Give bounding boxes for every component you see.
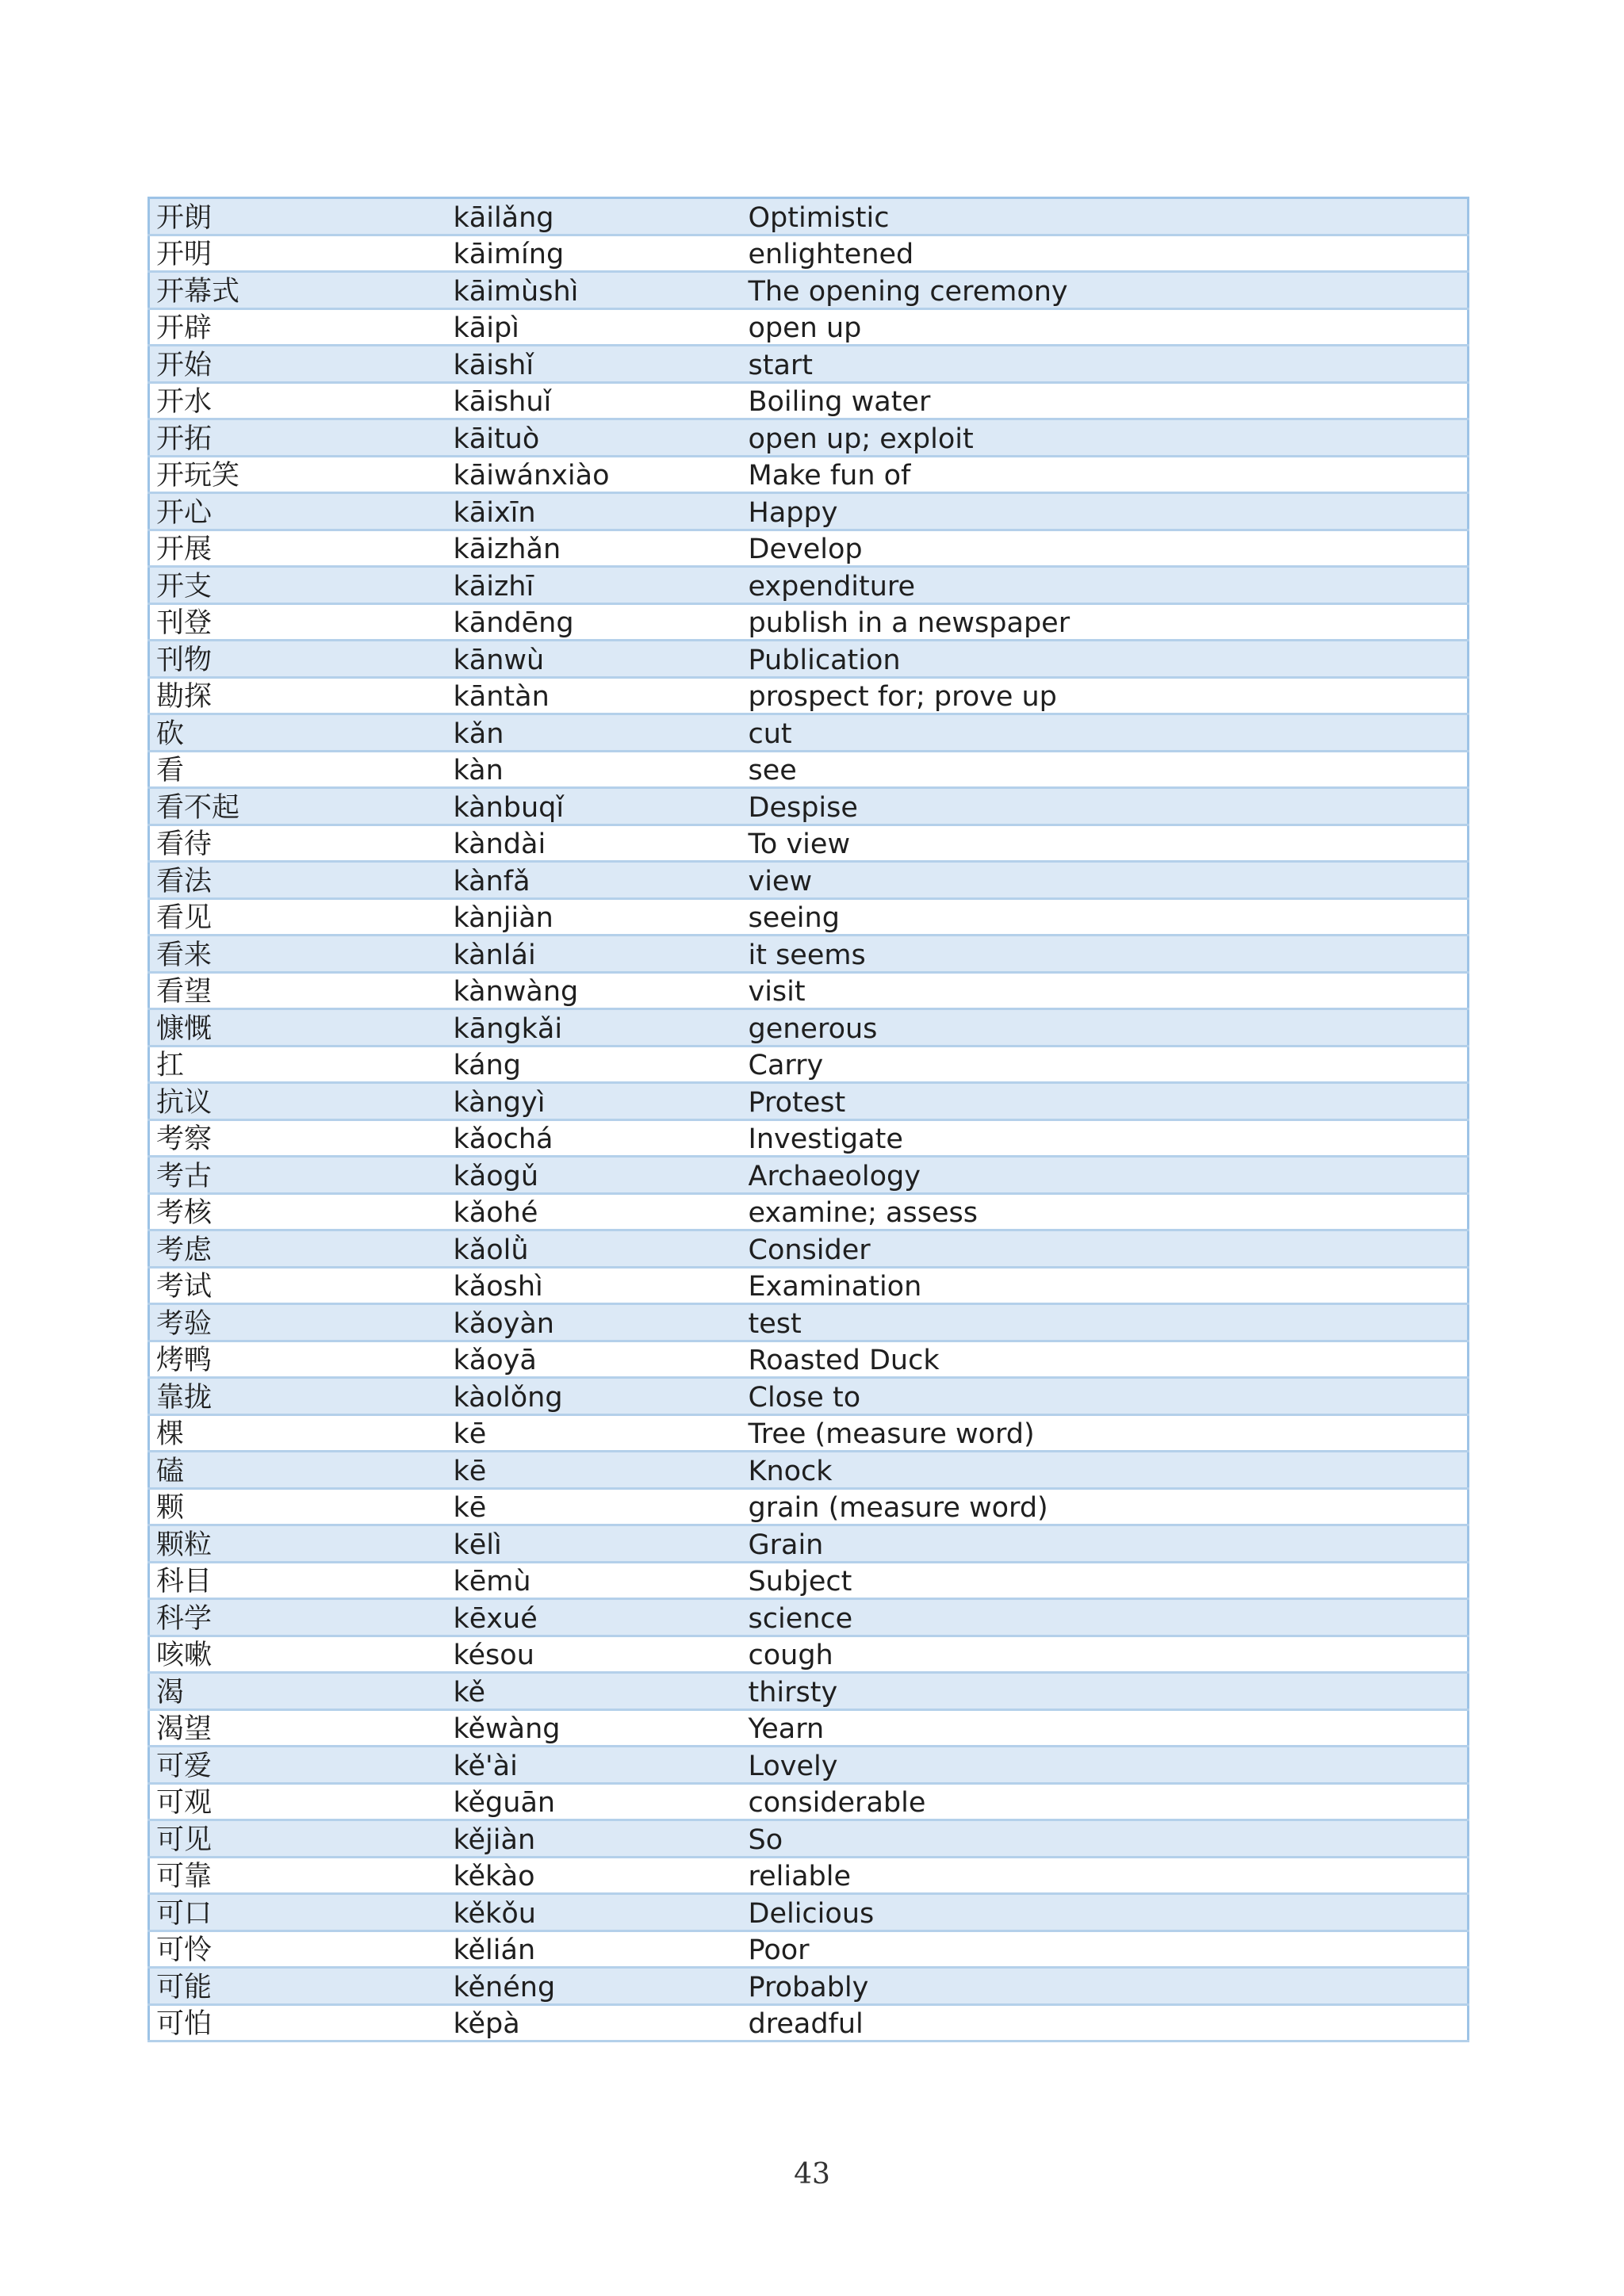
table-row <box>149 1452 1469 1489</box>
english-cell: view <box>741 862 1469 899</box>
table-row <box>149 1968 1469 2005</box>
hanzi-cell: 可靠 <box>149 1857 446 1894</box>
english-cell: open up <box>741 308 1469 346</box>
table-row <box>149 641 1469 678</box>
english-cell: Knock <box>741 1452 1469 1489</box>
table-row <box>149 272 1469 309</box>
pinyin-cell: kěwàng <box>446 1709 741 1747</box>
pinyin-cell: kǎochá <box>446 1119 741 1157</box>
hanzi-cell: 开拓 <box>149 419 446 457</box>
vocabulary-table-body <box>149 198 1469 2042</box>
hanzi-cell: 开辟 <box>149 308 446 346</box>
table-row <box>149 1599 1469 1636</box>
english-cell: dreadful <box>741 2004 1469 2042</box>
english-cell: Probably <box>741 1968 1469 2005</box>
english-cell: Roasted Duck <box>741 1341 1469 1378</box>
table-row <box>149 1157 1469 1194</box>
table-row <box>149 235 1469 272</box>
pinyin-cell: kě'ài <box>446 1747 741 1784</box>
hanzi-cell: 开幕式 <box>149 272 446 309</box>
english-cell: seeing <box>741 898 1469 936</box>
hanzi-cell: 咳嗽 <box>149 1636 446 1673</box>
pinyin-cell: kāiwánxiào <box>446 456 741 493</box>
hanzi-cell: 考察 <box>149 1119 446 1157</box>
english-cell: Boiling water <box>741 382 1469 419</box>
english-cell: Archaeology <box>741 1157 1469 1194</box>
table-row <box>149 567 1469 604</box>
hanzi-cell: 扛 <box>149 1046 446 1083</box>
hanzi-cell: 考古 <box>149 1157 446 1194</box>
pinyin-cell: kělián <box>446 1931 741 1968</box>
table-row <box>149 1304 1469 1341</box>
english-cell: open up; exploit <box>741 419 1469 457</box>
hanzi-cell: 开展 <box>149 530 446 567</box>
table-row <box>149 382 1469 419</box>
english-cell: Yearn <box>741 1709 1469 1747</box>
pinyin-cell: kànwàng <box>446 972 741 1009</box>
hanzi-cell: 靠拢 <box>149 1378 446 1415</box>
english-cell: enlightened <box>741 235 1469 272</box>
english-cell: Delicious <box>741 1894 1469 1931</box>
english-cell: cough <box>741 1636 1469 1673</box>
english-cell: So <box>741 1820 1469 1858</box>
pinyin-cell: kǎoyàn <box>446 1304 741 1341</box>
hanzi-cell: 开朗 <box>149 198 446 235</box>
english-cell: science <box>741 1599 1469 1636</box>
table-row <box>149 419 1469 457</box>
english-cell: Tree (measure word) <box>741 1414 1469 1452</box>
table-row <box>149 1636 1469 1673</box>
table-row <box>149 825 1469 862</box>
table-row <box>149 1931 1469 1968</box>
pinyin-cell: kǎolǜ <box>446 1230 741 1268</box>
english-cell: Publication <box>741 641 1469 678</box>
table-row <box>149 1046 1469 1083</box>
pinyin-cell: kǎogǔ <box>446 1157 741 1194</box>
pinyin-cell: kāizhī <box>446 567 741 604</box>
hanzi-cell: 可口 <box>149 1894 446 1931</box>
hanzi-cell: 颗粒 <box>149 1525 446 1563</box>
english-cell: grain (measure word) <box>741 1488 1469 1525</box>
table-row <box>149 677 1469 714</box>
pinyin-cell: kě <box>446 1673 741 1710</box>
pinyin-cell: kǎoshì <box>446 1267 741 1304</box>
hanzi-cell: 棵 <box>149 1414 446 1452</box>
hanzi-cell: 科目 <box>149 1562 446 1599</box>
pinyin-cell: kēmù <box>446 1562 741 1599</box>
pinyin-cell: kē <box>446 1452 741 1489</box>
hanzi-cell: 可能 <box>149 1968 446 2005</box>
pinyin-cell: kànfǎ <box>446 862 741 899</box>
pinyin-cell: kǎohé <box>446 1193 741 1230</box>
pinyin-cell: kāilǎng <box>446 198 741 235</box>
hanzi-cell: 考试 <box>149 1267 446 1304</box>
pinyin-cell: késou <box>446 1636 741 1673</box>
hanzi-cell: 科学 <box>149 1599 446 1636</box>
pinyin-cell: kànlái <box>446 936 741 973</box>
pinyin-cell: kēlì <box>446 1525 741 1563</box>
hanzi-cell: 可爱 <box>149 1747 446 1784</box>
hanzi-cell: 看来 <box>149 936 446 973</box>
english-cell: Make fun of <box>741 456 1469 493</box>
hanzi-cell: 开心 <box>149 493 446 530</box>
pinyin-cell: kāimùshì <box>446 272 741 309</box>
pinyin-cell: káng <box>446 1046 741 1083</box>
table-row <box>149 198 1469 235</box>
english-cell: Close to <box>741 1378 1469 1415</box>
table-row <box>149 308 1469 346</box>
pinyin-cell: kāndēng <box>446 603 741 641</box>
english-cell: see <box>741 751 1469 788</box>
table-row <box>149 1525 1469 1563</box>
table-row <box>149 1857 1469 1894</box>
table-row <box>149 346 1469 383</box>
pinyin-cell: kē <box>446 1414 741 1452</box>
hanzi-cell: 渴望 <box>149 1709 446 1747</box>
table-row <box>149 972 1469 1009</box>
table-row <box>149 1230 1469 1268</box>
hanzi-cell: 考核 <box>149 1193 446 1230</box>
table-row <box>149 1009 1469 1047</box>
table-row <box>149 1709 1469 1747</box>
english-cell: Lovely <box>741 1747 1469 1784</box>
english-cell: Investigate <box>741 1119 1469 1157</box>
pinyin-cell: kěguān <box>446 1783 741 1820</box>
table-row <box>149 1820 1469 1858</box>
hanzi-cell: 看待 <box>149 825 446 862</box>
table-row <box>149 898 1469 936</box>
pinyin-cell: kānwù <box>446 641 741 678</box>
hanzi-cell: 开明 <box>149 235 446 272</box>
english-cell: Examination <box>741 1267 1469 1304</box>
table-row <box>149 751 1469 788</box>
english-cell: Protest <box>741 1083 1469 1120</box>
english-cell: prospect for; prove up <box>741 677 1469 714</box>
table-row <box>149 1267 1469 1304</box>
hanzi-cell: 渴 <box>149 1673 446 1710</box>
table-row <box>149 1673 1469 1710</box>
table-row <box>149 1414 1469 1452</box>
table-row <box>149 1193 1469 1230</box>
english-cell: Poor <box>741 1931 1469 1968</box>
pinyin-cell: kāizhǎn <box>446 530 741 567</box>
pinyin-cell: kāixīn <box>446 493 741 530</box>
hanzi-cell: 开水 <box>149 382 446 419</box>
hanzi-cell: 开玩笑 <box>149 456 446 493</box>
english-cell: it seems <box>741 936 1469 973</box>
hanzi-cell: 看法 <box>149 862 446 899</box>
english-cell: Despise <box>741 788 1469 825</box>
pinyin-cell: kǎn <box>446 714 741 752</box>
table-row <box>149 1378 1469 1415</box>
english-cell: Subject <box>741 1562 1469 1599</box>
english-cell: generous <box>741 1009 1469 1047</box>
english-cell: Optimistic <box>741 198 1469 235</box>
table-row <box>149 493 1469 530</box>
english-cell: thirsty <box>741 1673 1469 1710</box>
table-row <box>149 530 1469 567</box>
vocabulary-table <box>147 197 1469 2042</box>
hanzi-cell: 刊物 <box>149 641 446 678</box>
english-cell: Happy <box>741 493 1469 530</box>
pinyin-cell: kāishuǐ <box>446 382 741 419</box>
pinyin-cell: kàngyì <box>446 1083 741 1120</box>
table-row <box>149 1083 1469 1120</box>
table-row <box>149 603 1469 641</box>
page-number: 43 <box>794 2158 830 2191</box>
hanzi-cell: 可怕 <box>149 2004 446 2042</box>
pinyin-cell: kěpà <box>446 2004 741 2042</box>
english-cell: expenditure <box>741 567 1469 604</box>
english-cell: visit <box>741 972 1469 1009</box>
table-row <box>149 788 1469 825</box>
hanzi-cell: 看见 <box>149 898 446 936</box>
pinyin-cell: kěkào <box>446 1857 741 1894</box>
pinyin-cell: kǎoyā <box>446 1341 741 1378</box>
hanzi-cell: 可见 <box>149 1820 446 1858</box>
english-cell: To view <box>741 825 1469 862</box>
pinyin-cell: kē <box>446 1488 741 1525</box>
hanzi-cell: 开始 <box>149 346 446 383</box>
table-row <box>149 1341 1469 1378</box>
table-row <box>149 862 1469 899</box>
hanzi-cell: 看望 <box>149 972 446 1009</box>
english-cell: The opening ceremony <box>741 272 1469 309</box>
hanzi-cell: 颗 <box>149 1488 446 1525</box>
table-row <box>149 2004 1469 2042</box>
english-cell: Develop <box>741 530 1469 567</box>
pinyin-cell: kēxué <box>446 1599 741 1636</box>
hanzi-cell: 抗议 <box>149 1083 446 1120</box>
hanzi-cell: 可观 <box>149 1783 446 1820</box>
english-cell: reliable <box>741 1857 1469 1894</box>
english-cell: start <box>741 346 1469 383</box>
table-row <box>149 936 1469 973</box>
table-row <box>149 1783 1469 1820</box>
table-row <box>149 1488 1469 1525</box>
hanzi-cell: 看不起 <box>149 788 446 825</box>
pinyin-cell: kěkǒu <box>446 1894 741 1931</box>
hanzi-cell: 考验 <box>149 1304 446 1341</box>
pinyin-cell: kāngkǎi <box>446 1009 741 1047</box>
pinyin-cell: kāipì <box>446 308 741 346</box>
hanzi-cell: 烤鸭 <box>149 1341 446 1378</box>
english-cell: Carry <box>741 1046 1469 1083</box>
english-cell: cut <box>741 714 1469 752</box>
pinyin-cell: kàolǒng <box>446 1378 741 1415</box>
pinyin-cell: kāituò <box>446 419 741 457</box>
english-cell: test <box>741 1304 1469 1341</box>
pinyin-cell: kāishǐ <box>446 346 741 383</box>
hanzi-cell: 慷慨 <box>149 1009 446 1047</box>
table-row <box>149 456 1469 493</box>
table-row <box>149 1562 1469 1599</box>
table-row <box>149 714 1469 752</box>
pinyin-cell: kàndài <box>446 825 741 862</box>
hanzi-cell: 刊登 <box>149 603 446 641</box>
hanzi-cell: 砍 <box>149 714 446 752</box>
hanzi-cell: 可怜 <box>149 1931 446 1968</box>
table-row <box>149 1747 1469 1784</box>
pinyin-cell: kěnéng <box>446 1968 741 2005</box>
hanzi-cell: 开支 <box>149 567 446 604</box>
pinyin-cell: kànjiàn <box>446 898 741 936</box>
pinyin-cell: kàn <box>446 751 741 788</box>
hanzi-cell: 考虑 <box>149 1230 446 1268</box>
pinyin-cell: kāimíng <box>446 235 741 272</box>
hanzi-cell: 勘探 <box>149 677 446 714</box>
english-cell: Grain <box>741 1525 1469 1563</box>
english-cell: considerable <box>741 1783 1469 1820</box>
english-cell: Consider <box>741 1230 1469 1268</box>
table-row <box>149 1894 1469 1931</box>
table-row <box>149 1119 1469 1157</box>
pinyin-cell: kànbuqǐ <box>446 788 741 825</box>
pinyin-cell: kějiàn <box>446 1820 741 1858</box>
hanzi-cell: 磕 <box>149 1452 446 1489</box>
hanzi-cell: 看 <box>149 751 446 788</box>
english-cell: publish in a newspaper <box>741 603 1469 641</box>
pinyin-cell: kāntàn <box>446 677 741 714</box>
english-cell: examine; assess <box>741 1193 1469 1230</box>
